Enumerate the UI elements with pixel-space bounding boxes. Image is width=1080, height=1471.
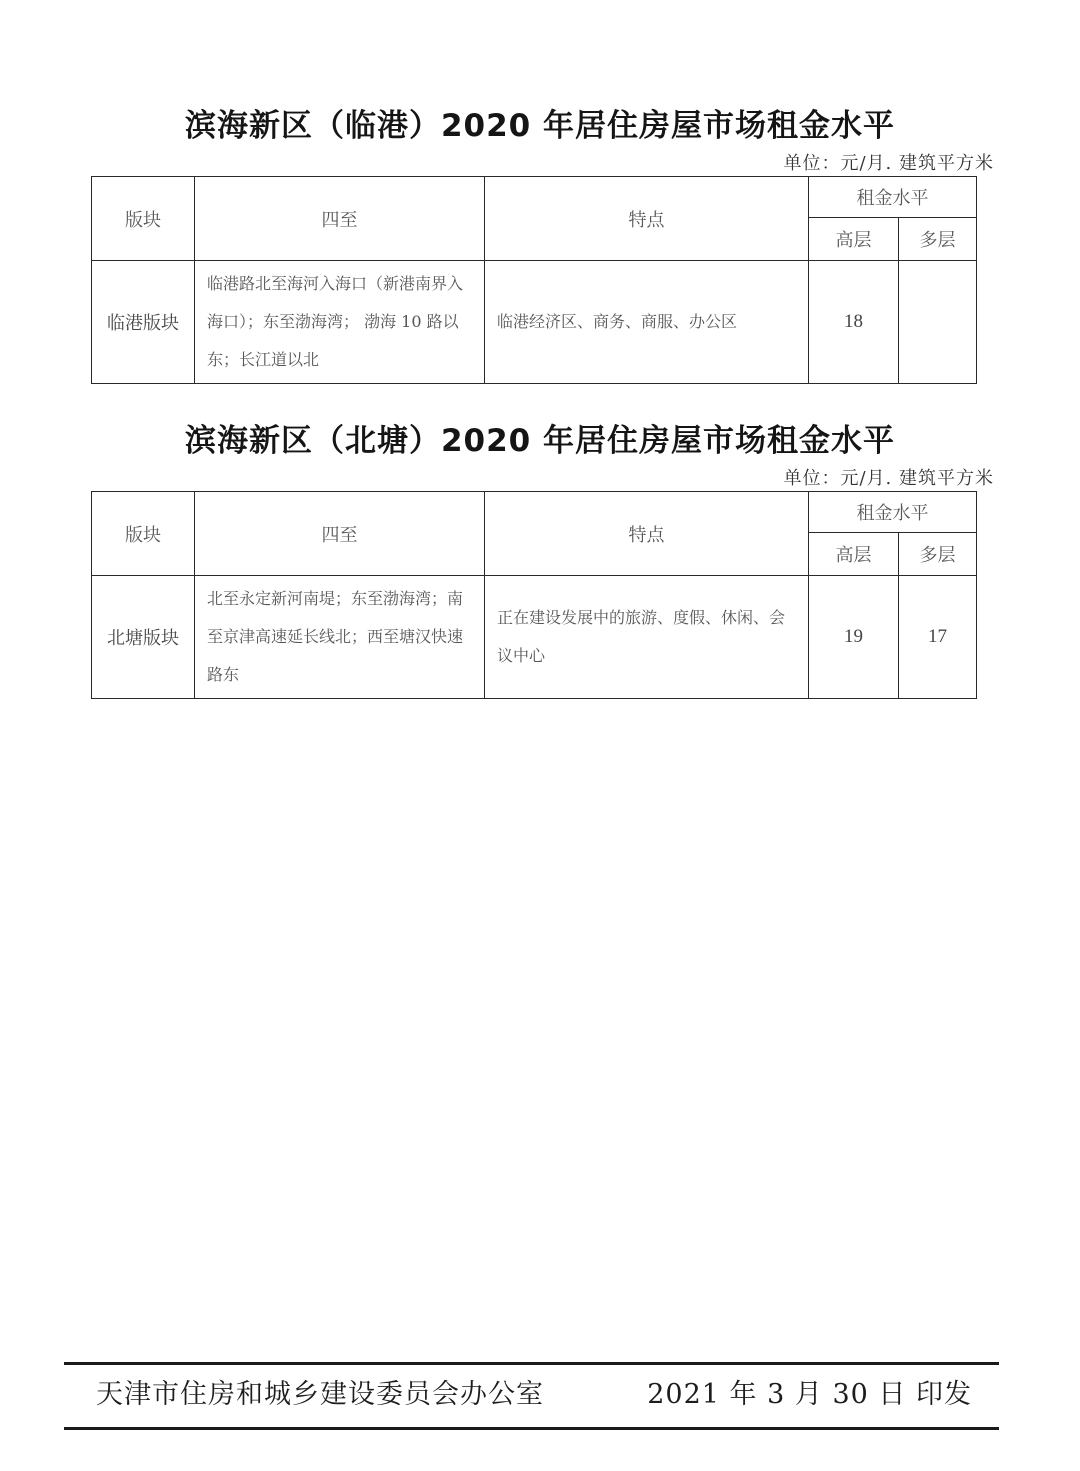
table-row — [92, 261, 977, 384]
table-row — [92, 576, 977, 699]
block-name-cell: 临港版块 — [92, 261, 195, 384]
footer-bottom-rule — [64, 1427, 999, 1430]
footer-top-rule — [64, 1362, 999, 1365]
header-rent-level: 租金水平 — [809, 177, 977, 218]
bounds-cell: 临港路北至海河入海口（新港南界入海口）；东至渤海湾； 渤海 10 路以东；长江道以北 — [195, 261, 485, 384]
multi-story-rent-cell: 17 — [899, 576, 977, 699]
footer-issuing-office: 天津市住房和城乡建设委员会办公室 — [96, 1379, 544, 1410]
table-title-lingang: 滨海新区（临港）2020 年居住房屋市场租金水平 — [184, 108, 896, 144]
header-multi-story: 多层 — [899, 218, 977, 261]
header-block: 版块 — [92, 492, 195, 576]
footer-issue-date: 2021 年 3 月 30 日 印发 — [647, 1379, 972, 1410]
features-cell: 正在建设发展中的旅游、度假、休闲、会议中心 — [485, 576, 809, 699]
header-rent-level: 租金水平 — [809, 492, 977, 533]
unit-note-beitang: 单位：元/月. 建筑平方米 — [783, 468, 994, 489]
unit-note-lingang: 单位：元/月. 建筑平方米 — [783, 153, 994, 174]
header-bounds: 四至 — [195, 492, 485, 576]
header-features: 特点 — [485, 177, 809, 261]
header-high-rise: 高层 — [809, 218, 899, 261]
block-name-cell: 北塘版块 — [92, 576, 195, 699]
rent-table-lingang — [91, 176, 977, 384]
multi-story-rent-cell — [899, 261, 977, 384]
rent-table-beitang — [91, 491, 977, 699]
table-title-beitang: 滨海新区（北塘）2020 年居住房屋市场租金水平 — [184, 423, 896, 459]
header-multi-story: 多层 — [899, 533, 977, 576]
features-cell: 临港经济区、商务、商服、办公区 — [485, 261, 809, 384]
header-features: 特点 — [485, 492, 809, 576]
header-high-rise: 高层 — [809, 533, 899, 576]
header-block: 版块 — [92, 177, 195, 261]
bounds-cell: 北至永定新河南堤；东至渤海湾；南至京津高速延长线北；西至塘汉快速路东 — [195, 576, 485, 699]
high-rise-rent-cell: 19 — [809, 576, 899, 699]
high-rise-rent-cell: 18 — [809, 261, 899, 384]
header-bounds: 四至 — [195, 177, 485, 261]
